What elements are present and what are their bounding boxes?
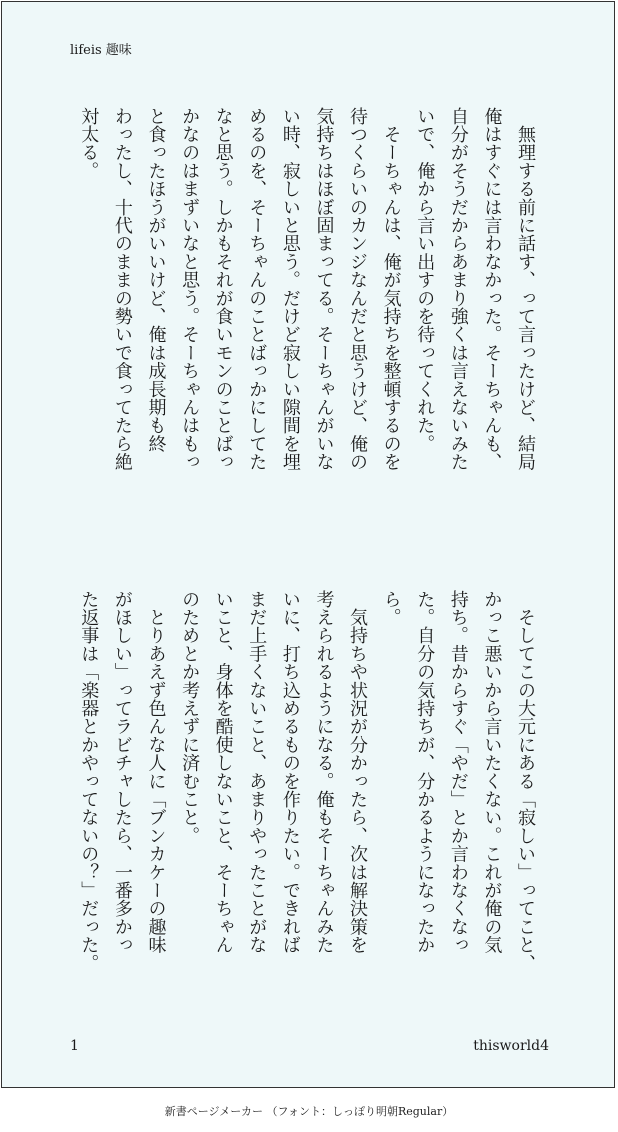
text-line: 無理する前に話す、って言ったけど、結局 xyxy=(515,107,536,471)
text-line: なと思う。しかもそれが食いモンのことばっ xyxy=(212,107,234,471)
text-line: そーちゃんは、俺が気持ちを整頓するのを xyxy=(380,107,402,471)
text-line: い時、寂しいと思う。だけど寂しい隙間を埋 xyxy=(279,107,301,471)
text-line: た返事は「楽器とかやってないの？」だった。 xyxy=(78,590,100,973)
text-block-top xyxy=(72,107,542,527)
text-line: わったし、十代のままの勢いで食ってたら絶 xyxy=(111,107,133,471)
text-line: 自分がそうだからあまり強くは言えないみた xyxy=(447,107,469,471)
text-line: ら。 xyxy=(380,590,402,627)
text-line: とりあえず色んな人に「ブンカケーの趣味 xyxy=(145,590,167,954)
generator-caption: 新書ページメーカー （フォント：しっぽり明朝Regular） xyxy=(164,1105,454,1118)
text-line: がほしい」ってラビチャしたら、一番多かっ xyxy=(111,590,133,954)
novel-page xyxy=(1,1,615,1088)
text-line: いに、打ち込めるものを作りたい。できれば xyxy=(279,590,301,954)
text-line: と食ったほうがいいけど、俺は成長期も終 xyxy=(145,107,167,453)
text-line: 俺はすぐには言わなかった。そーちゃんも、 xyxy=(481,107,503,471)
text-line: 気持ちや状況が分かったら、次は解決策を xyxy=(347,590,369,954)
text-line: かっこ悪いから言いたくない。これが俺の気 xyxy=(481,590,503,954)
text-line: めるのを、そーちゃんのことばっかにしてた xyxy=(246,107,268,471)
text-line: 持ち。昔からすぐ「やだ」とか言わなくなっ xyxy=(447,590,469,954)
text-line: そしてこの大元にある「寂しい」ってこと、 xyxy=(515,590,536,973)
page-number: 1 xyxy=(70,1038,79,1054)
text-line: かなのはまずいなと思う。そーちゃんはもっ xyxy=(179,107,201,471)
text-line: 対太る。 xyxy=(78,107,100,180)
text-line: 待つくらいのカンジなんだと思うけど、俺の xyxy=(347,107,369,471)
text-line: た。自分の気持ちが、分かるようになったか xyxy=(414,590,436,954)
text-block-bottom xyxy=(72,590,542,1010)
text-line: いで、俺から言い出すのを待ってくれた。 xyxy=(414,107,436,453)
author-name: thisworld4 xyxy=(473,1038,549,1054)
text-line: 気持ちはほぼ固まってる。そーちゃんがいな xyxy=(313,107,335,471)
text-line: まだ上手くないこと、あまりやったことがな xyxy=(246,590,268,954)
text-line: のためとか考えずに済むこと。 xyxy=(179,590,201,845)
text-line: 考えられるようになる。俺もそーちゃんみた xyxy=(313,590,335,954)
page-header-title: lifeis 趣味 xyxy=(70,43,132,58)
text-line: いこと、身体を酷使しないこと、そーちゃん xyxy=(212,590,234,954)
